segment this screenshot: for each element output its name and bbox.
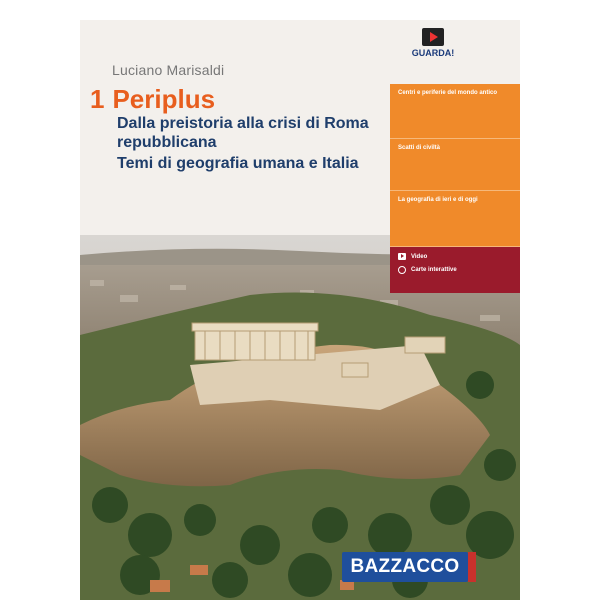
guarda-logo bbox=[398, 24, 468, 80]
media-item-maps bbox=[398, 266, 512, 274]
book-cover bbox=[80, 20, 520, 600]
title-row bbox=[90, 84, 215, 115]
media-box bbox=[390, 247, 520, 293]
guarda-label: GUARDA! bbox=[411, 48, 455, 58]
map-icon bbox=[398, 266, 406, 274]
subtitle-geography: Temi di geografia umana e Italia bbox=[117, 155, 359, 172]
play-icon bbox=[422, 28, 444, 46]
topics-panel bbox=[390, 84, 520, 293]
media-label: Carte interattive bbox=[411, 267, 457, 273]
media-label: Video bbox=[411, 253, 428, 260]
volume-number: 1 bbox=[90, 84, 105, 114]
topic-item: La geografia di ieri e di oggi bbox=[390, 191, 520, 247]
topic-item: Centri e periferie del mondo antico bbox=[390, 84, 520, 139]
topic-item: Scatti di civiltà bbox=[390, 139, 520, 191]
publisher-logo: BAZZACCO bbox=[342, 552, 468, 582]
parthenon bbox=[192, 323, 318, 360]
author-name: Luciano Marisaldi bbox=[112, 62, 225, 78]
series-title: Periplus bbox=[112, 84, 216, 114]
video-icon bbox=[398, 253, 406, 260]
subtitle-history: Dalla preistoria alla crisi di Roma repubblicana bbox=[117, 115, 369, 151]
media-item-video bbox=[398, 253, 512, 260]
